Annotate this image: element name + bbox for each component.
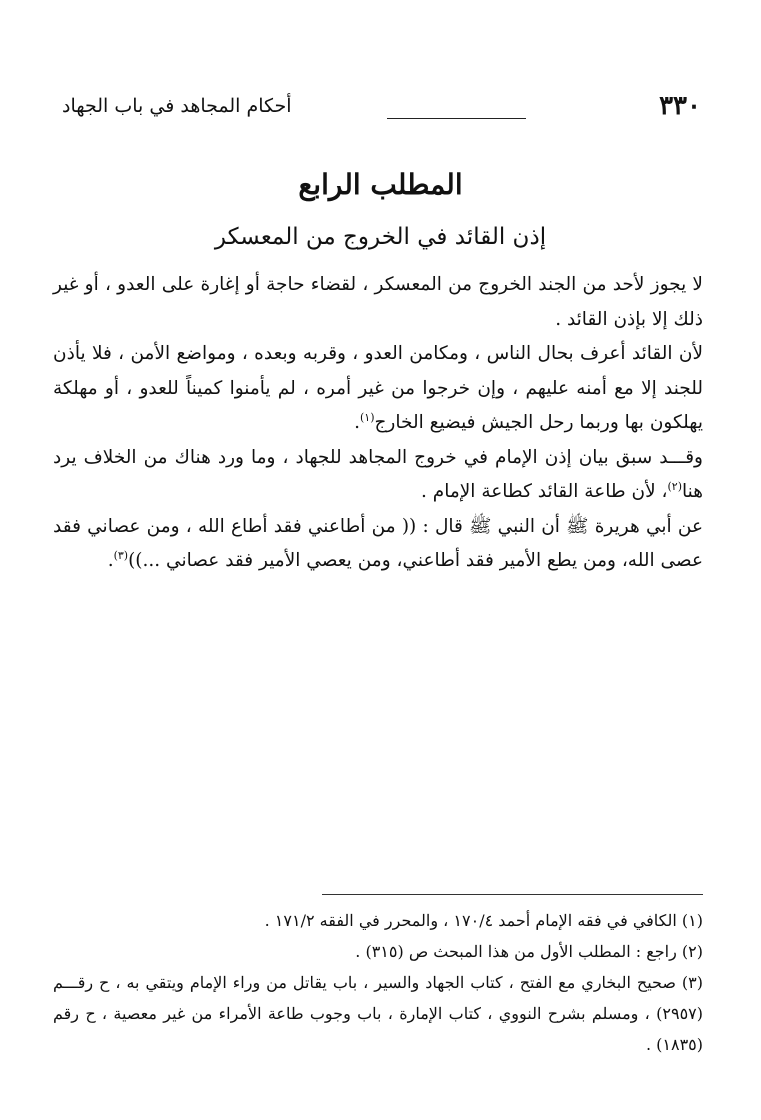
footnote-ref: (٣) [113,548,129,562]
running-title: أحكام المجاهد في باب الجهاد [62,95,292,117]
paragraph-tail: . [107,550,114,571]
paragraph-text: عن أبي هريرة ﷺ أن النبي ﷺ قال : (( من أطاعني فقد أطاع الله ، ومن عصاني فقد عصى الله، ومن يطع الأمير فقد أطاعني، ومن يعصي الأمير فقد عصاني ...)) [53,515,703,571]
footnote-ref: (١) [359,410,375,424]
header-rule [387,118,526,119]
paragraph-tail: . [354,412,360,433]
footnote-3: (٣) صحيح البخاري مع الفتح ، كتاب الجهاد والسير ، باب يقاتل من وراء الإمام ويتقي به ، ح رقـــم (٢٩٥٧) ، ومسلم بشرح النووي ، كتاب الإمارة ، باب وجوب طاعة الأمراء من غير معصية ، ح رقم (١٨٣٥) . [53,973,704,1054]
page-header [62,84,701,128]
paragraph-text: لا يجوز لأحد من الجند الخروج من المعسكر ، لقضاء حاجة أو إغارة على العدو ، أو غير ذلك إلا بإذن القائد . [53,274,703,330]
paragraph-text: وقـــد سبق بيان إذن الإمام في خروج المجاهد للجهاد ، وما ورد هناك من الخلاف يرد هنا [53,446,703,502]
section-subtitle: إذن القائد في الخروج من المعسكر [214,224,547,250]
footnote-1: (١) الكافي في فقه الإمام أحمد ١٧٠/٤ ، والمحرر في الفقه ١٧١/٢ . [264,911,703,930]
paragraph-1 [53,268,703,337]
paragraph-3 [53,441,703,510]
paragraph-tail: ، لأن طاعة القائد كطاعة الإمام . [421,481,668,502]
footnote-2: (٢) راجع : المطلب الأول من هذا المبحث ص (٣١٥) . [355,942,703,961]
footnote-ref: (٢) [667,479,683,493]
footnotes [53,905,703,1060]
section-title: المطلب الرابع [298,168,463,201]
footnote-rule [322,894,703,895]
paragraph-2 [53,337,703,441]
body-text [53,268,703,579]
page-number: ٣٣٠ [659,91,701,121]
paragraph-text: لأن القائد أعرف بحال الناس ، ومكامن العدو ، وقربه وبعده ، ومواضع الأمن ، فلا يأذن للجند إلا مع أمنه عليهم ، وإن خرجوا من غير أمره ، لم يأمنوا كميناً للعدو ، أو مهلكة يهلكون بها وربما رحل الجيش فيضيع الخارج [53,343,703,433]
paragraph-4 [53,510,703,579]
